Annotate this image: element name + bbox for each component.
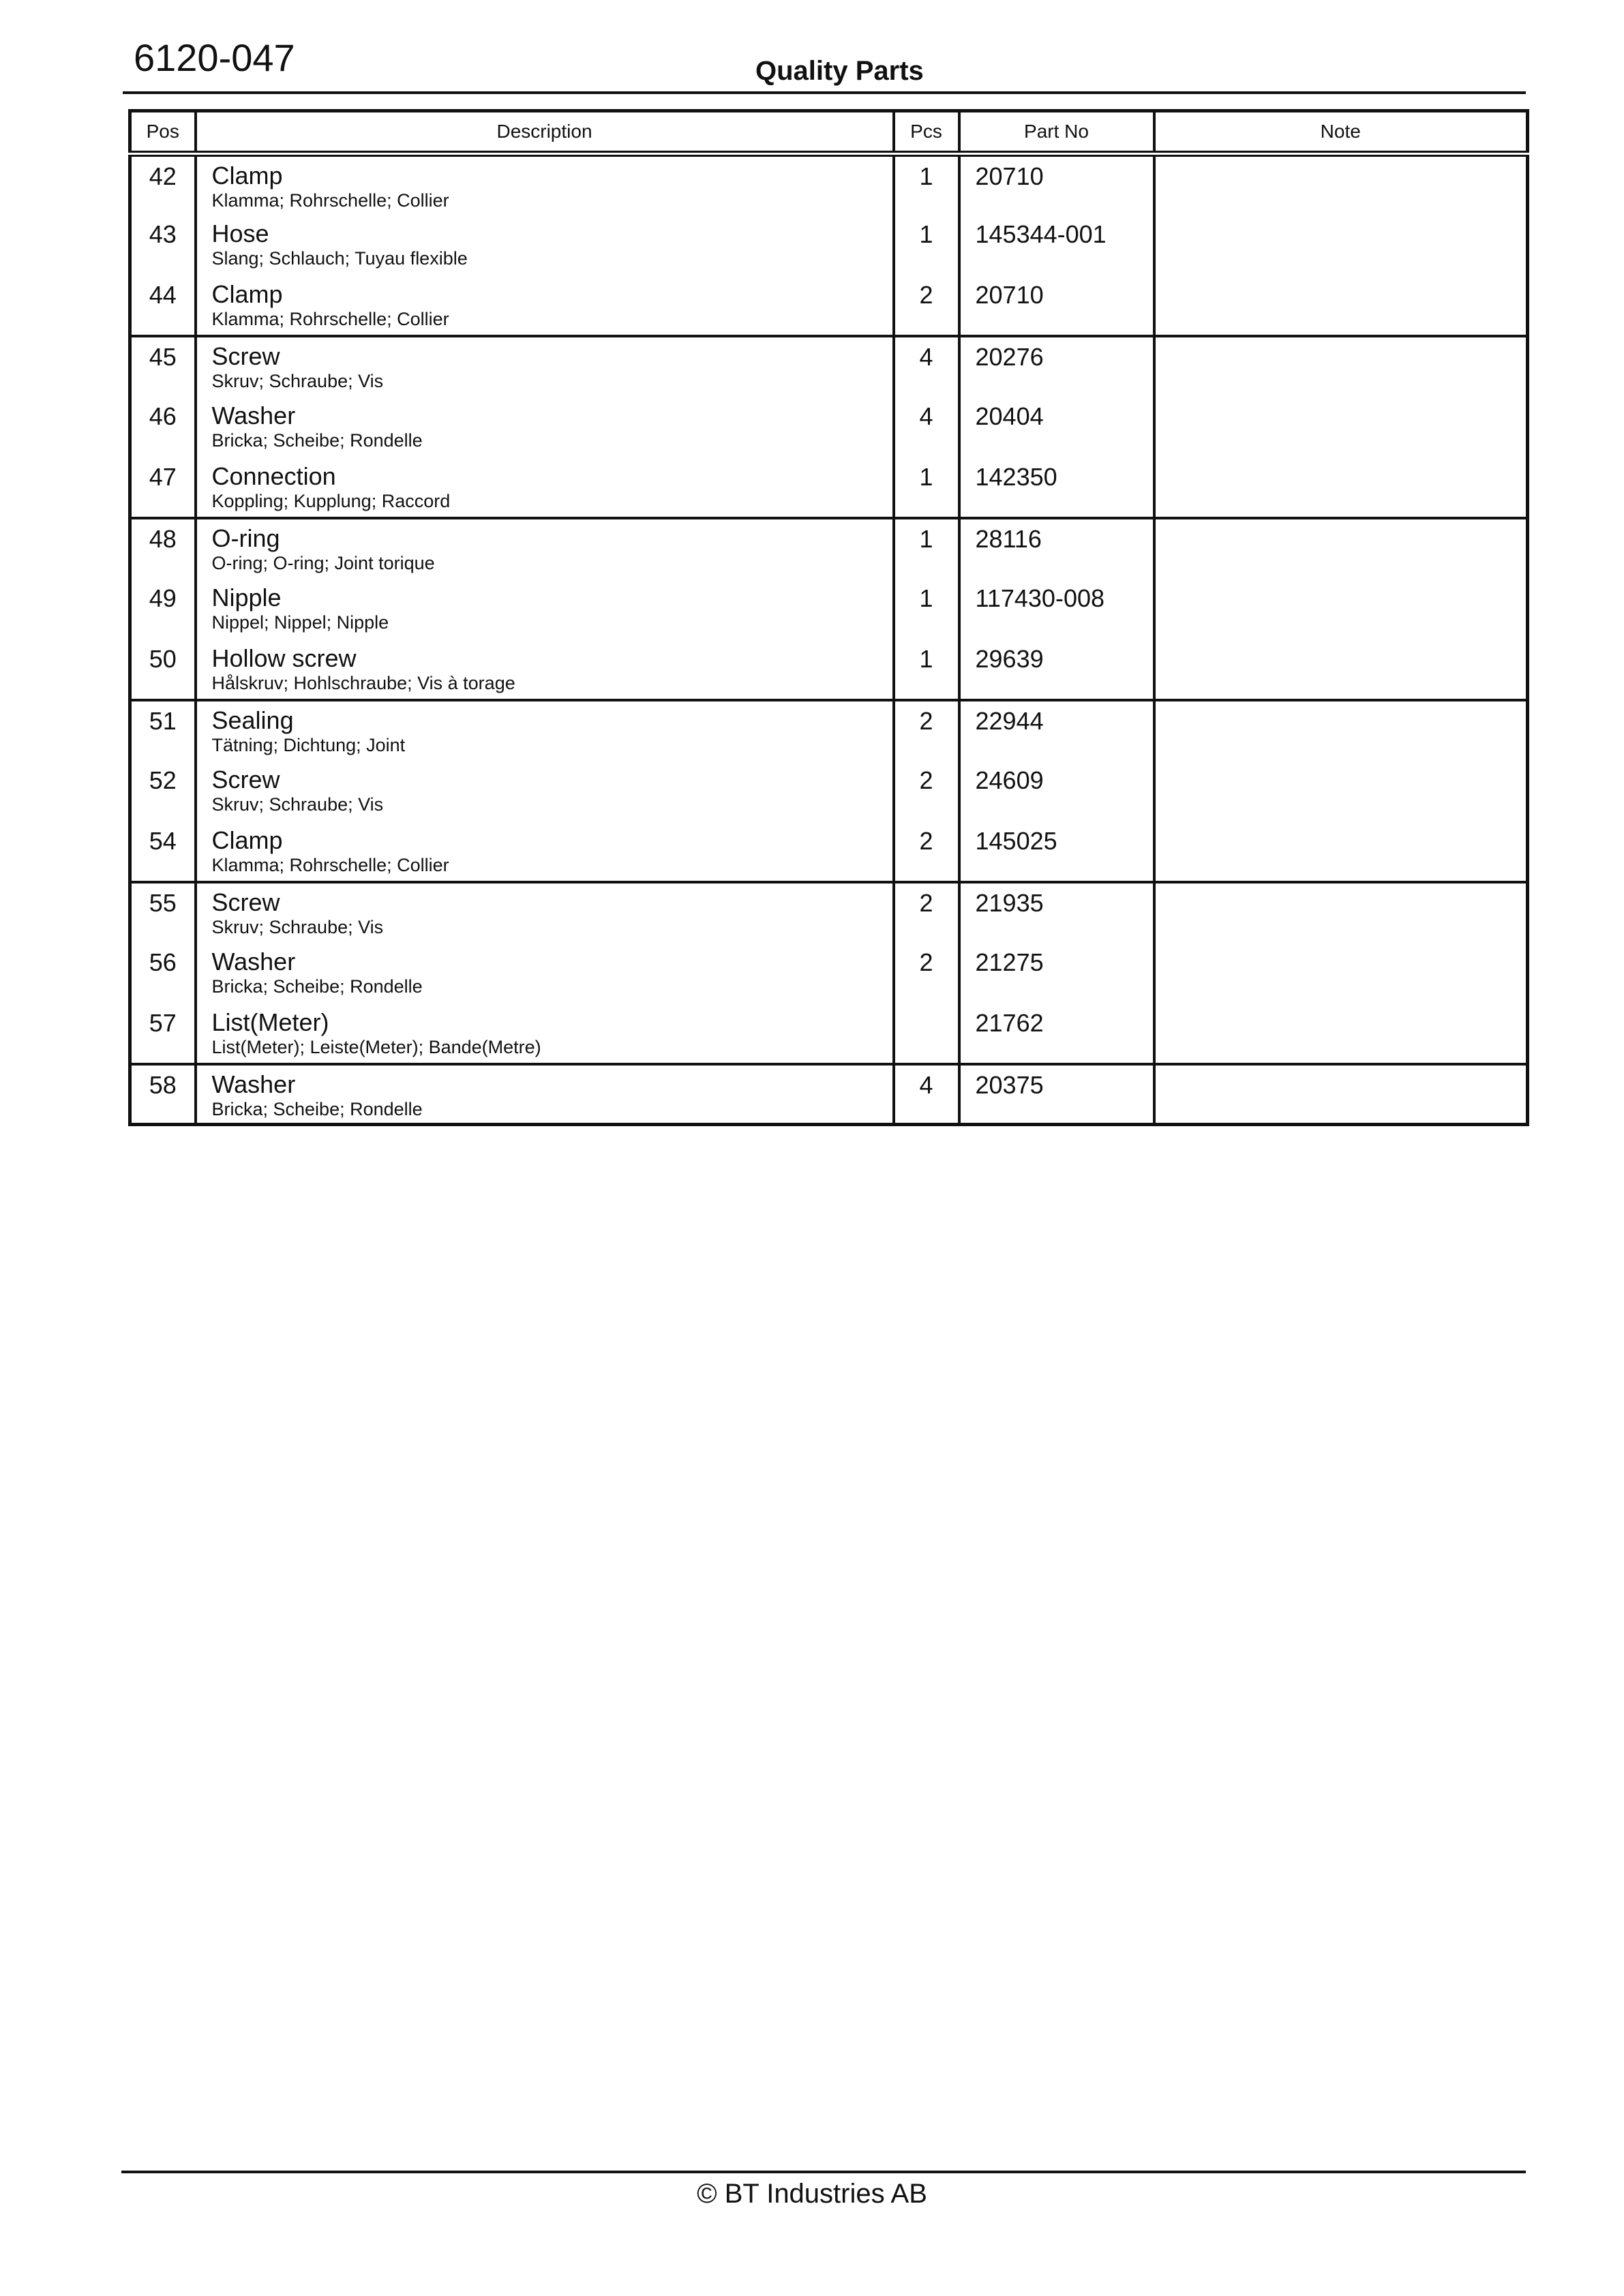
column-header-part-no: Part No (959, 111, 1154, 154)
note-cell (1154, 761, 1528, 821)
part-no-cell: 145344-001 (959, 215, 1154, 275)
part-translations: Tätning; Dichtung; Joint (211, 734, 406, 755)
description-cell (196, 579, 894, 639)
description-cell (196, 700, 894, 761)
part-no-cell: 20404 (959, 397, 1154, 457)
part-no-cell: 20276 (959, 336, 1154, 397)
part-name: List(Meter) (211, 1008, 329, 1036)
note-cell (1154, 215, 1528, 275)
table-row (130, 457, 1528, 518)
pcs-cell: 1 (894, 579, 959, 639)
pos-cell: 50 (130, 639, 196, 700)
part-translations: Klamma; Rohrschelle; Collier (211, 854, 449, 875)
pcs-cell: 4 (894, 1064, 959, 1125)
part-no-cell: 20375 (959, 1064, 1154, 1125)
part-name: Clamp (211, 162, 283, 190)
part-translations: Skruv; Schraube; Vis (211, 370, 384, 391)
part-name: Nipple (211, 583, 282, 611)
part-translations: Bricka; Scheibe; Rondelle (211, 429, 423, 451)
description-cell (196, 882, 894, 943)
part-no-cell: 21935 (959, 882, 1154, 943)
note-cell (1154, 700, 1528, 761)
pcs-cell: 1 (894, 215, 959, 275)
description-cell (196, 761, 894, 821)
note-cell (1154, 579, 1528, 639)
note-cell (1154, 943, 1528, 1003)
part-no-cell: 28116 (959, 518, 1154, 579)
part-name: O-ring (211, 524, 280, 552)
note-cell (1154, 882, 1528, 943)
part-translations: Koppling; Kupplung; Raccord (211, 490, 451, 511)
description-cell (196, 639, 894, 700)
page-heading: Quality Parts (755, 56, 924, 86)
note-cell (1154, 457, 1528, 518)
description-cell (196, 1003, 894, 1064)
description-cell (196, 154, 894, 215)
table-row (130, 579, 1528, 639)
table-row (130, 639, 1528, 700)
table-row (130, 336, 1528, 397)
part-no-cell: 22944 (959, 700, 1154, 761)
part-name: Washer (211, 947, 296, 976)
pos-cell: 48 (130, 518, 196, 579)
note-cell (1154, 518, 1528, 579)
column-header-description: Description (196, 111, 894, 154)
pos-cell: 58 (130, 1064, 196, 1125)
pos-cell: 43 (130, 215, 196, 275)
part-name: Clamp (211, 280, 283, 308)
table-row (130, 761, 1528, 821)
table-row (130, 215, 1528, 275)
column-header-pos: Pos (130, 111, 196, 154)
part-translations: Hålskruv; Hohlschraube; Vis à torage (211, 672, 515, 693)
pcs-cell: 1 (894, 457, 959, 518)
part-no-cell: 145025 (959, 821, 1154, 882)
part-name: Connection (211, 462, 336, 490)
part-translations: List(Meter); Leiste(Meter); Bande(Metre) (211, 1036, 541, 1057)
description-cell (196, 275, 894, 336)
description-cell (196, 821, 894, 882)
part-translations: Bricka; Scheibe; Rondelle (211, 1098, 423, 1119)
table-row (130, 397, 1528, 457)
part-name: Screw (211, 888, 280, 916)
pcs-cell: 2 (894, 700, 959, 761)
pos-cell: 56 (130, 943, 196, 1003)
part-name: Washer (211, 401, 296, 429)
description-cell (196, 943, 894, 1003)
note-cell (1154, 821, 1528, 882)
description-cell (196, 336, 894, 397)
table-row (130, 275, 1528, 336)
part-translations: Skruv; Schraube; Vis (211, 794, 384, 815)
pcs-cell: 1 (894, 518, 959, 579)
note-cell (1154, 275, 1528, 336)
pos-cell: 54 (130, 821, 196, 882)
pcs-cell: 2 (894, 943, 959, 1003)
pcs-cell: 2 (894, 882, 959, 943)
header-divider (123, 91, 1526, 94)
table-row (130, 154, 1528, 215)
note-cell (1154, 397, 1528, 457)
parts-table (128, 109, 1529, 1126)
pos-cell: 42 (130, 154, 196, 215)
part-translations: O-ring; O-ring; Joint torique (211, 552, 435, 573)
description-cell (196, 518, 894, 579)
table-header-row (130, 111, 1528, 154)
pos-cell: 46 (130, 397, 196, 457)
document-number: 6120-047 (134, 36, 295, 79)
pos-cell: 45 (130, 336, 196, 397)
part-translations: Bricka; Scheibe; Rondelle (211, 976, 423, 997)
note-cell (1154, 1003, 1528, 1064)
pos-cell: 44 (130, 275, 196, 336)
pcs-cell: 4 (894, 397, 959, 457)
table-row (130, 1003, 1528, 1064)
part-name: Screw (211, 342, 280, 370)
table-row (130, 821, 1528, 882)
note-cell (1154, 639, 1528, 700)
note-cell (1154, 1064, 1528, 1125)
part-name: Washer (211, 1070, 296, 1098)
pos-cell: 55 (130, 882, 196, 943)
pcs-cell (894, 1003, 959, 1064)
part-no-cell: 117430-008 (959, 579, 1154, 639)
column-header-note: Note (1154, 111, 1528, 154)
table-row (130, 943, 1528, 1003)
description-cell (196, 215, 894, 275)
note-cell (1154, 336, 1528, 397)
pcs-cell: 4 (894, 336, 959, 397)
description-cell (196, 397, 894, 457)
pos-cell: 52 (130, 761, 196, 821)
part-translations: Klamma; Rohrschelle; Collier (211, 190, 449, 211)
part-translations: Nippel; Nippel; Nipple (211, 611, 389, 633)
part-no-cell: 21275 (959, 943, 1154, 1003)
part-name: Clamp (211, 826, 283, 854)
part-name: Sealing (211, 706, 294, 734)
pos-cell: 49 (130, 579, 196, 639)
part-translations: Slang; Schlauch; Tuyau flexible (211, 247, 468, 269)
description-cell (196, 457, 894, 518)
part-no-cell: 20710 (959, 275, 1154, 336)
pos-cell: 57 (130, 1003, 196, 1064)
part-no-cell: 29639 (959, 639, 1154, 700)
column-header-pcs: Pcs (894, 111, 959, 154)
copyright-footer: © BT Industries AB (697, 2179, 927, 2209)
pcs-cell: 1 (894, 639, 959, 700)
part-no-cell: 20710 (959, 154, 1154, 215)
note-cell (1154, 154, 1528, 215)
part-no-cell: 21762 (959, 1003, 1154, 1064)
table-row (130, 882, 1528, 943)
table-row (130, 1064, 1528, 1125)
table-row (130, 518, 1528, 579)
part-name: Screw (211, 765, 280, 794)
pcs-cell: 1 (894, 154, 959, 215)
part-no-cell: 24609 (959, 761, 1154, 821)
part-no-cell: 142350 (959, 457, 1154, 518)
footer-divider (121, 2171, 1526, 2173)
pcs-cell: 2 (894, 761, 959, 821)
part-name: Hollow screw (211, 644, 357, 672)
part-translations: Klamma; Rohrschelle; Collier (211, 308, 449, 329)
pos-cell: 51 (130, 700, 196, 761)
pcs-cell: 2 (894, 821, 959, 882)
description-cell (196, 1064, 894, 1125)
table-row (130, 700, 1528, 761)
part-name: Hose (211, 219, 269, 247)
pcs-cell: 2 (894, 275, 959, 336)
part-translations: Skruv; Schraube; Vis (211, 916, 384, 937)
pos-cell: 47 (130, 457, 196, 518)
